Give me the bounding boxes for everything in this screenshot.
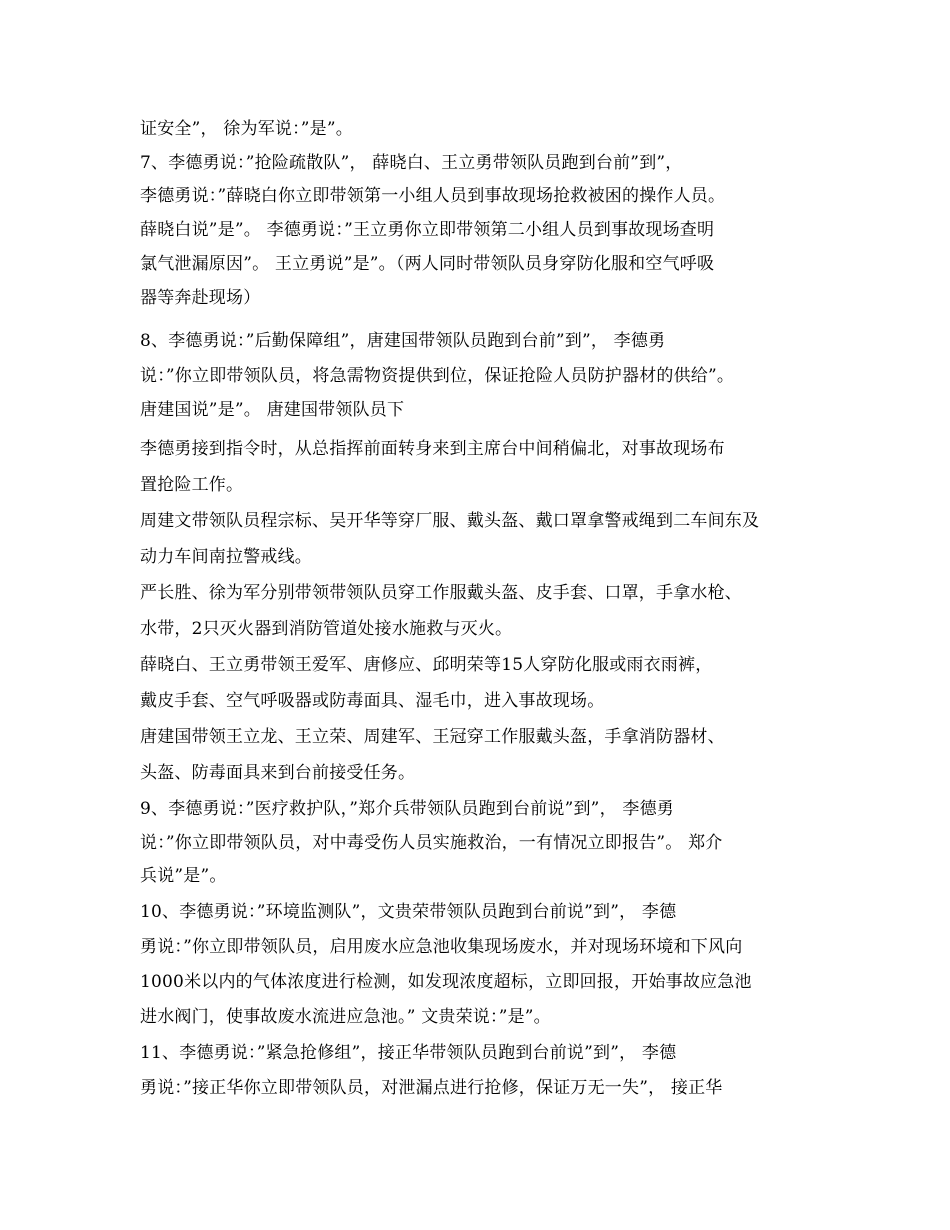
text-line: 唐建国带领王立龙、王立荣、周建军、王冠穿工作服戴头盔，手拿消防器材、	[140, 727, 725, 747]
text-line: 9、李德勇说：”医疗救护队，”郑介兵带领队员跑到台前说”到”， 李德勇	[140, 799, 674, 819]
text-line: 戴皮手套、空气呼吸器或防毒面具、湿毛巾，进入事故现场。	[140, 691, 605, 711]
text-line: 8、李德勇说：”后勤保障组”，唐建国带领队员跑到台前”到”， 李德勇	[140, 331, 666, 351]
text-line: 兵说”是”。	[140, 866, 227, 886]
text-line: 动力车间南拉警戒线。	[140, 547, 312, 567]
text-line: 说：”你立即带领队员，将急需物资提供到位，保证抢险人员防护器材的供给”。	[140, 366, 735, 386]
text-line: 7、李德勇说：”抢险疏散队”， 薛晓白、王立勇带领队员跑到台前”到”，	[140, 153, 683, 173]
text-line: 证安全”， 徐为军说：”是”。	[140, 119, 353, 139]
text-line: 置抢险工作。	[140, 475, 244, 495]
text-line: 1000米以内的气体浓度进行检测，如发现浓度超标，立即回报，开始事故应急池	[140, 972, 752, 992]
text-line: 勇说：”你立即带领队员，启用废水应急池收集现场废水，并对现场环境和下风向	[140, 937, 743, 957]
text-line: 氯气泄漏原因”。 王立勇说”是”。（两人同时带领队员身穿防化服和空气呼吸	[140, 254, 715, 274]
text-line: 进水阀门，使事故废水流进应急池。” 文贵荣说：”是”。	[140, 1007, 551, 1027]
text-line: 李德勇接到指令时，从总指挥前面转身来到主席台中间稍偏北，对事故现场布	[140, 439, 725, 459]
text-line: 薛晓白、王立勇带领王爱军、唐修应、邱明荣等15人穿防化服或雨衣雨裤，	[140, 655, 713, 675]
text-line: 周建文带领队员程宗标、吴开华等穿厂服、戴头盔、戴口罩拿警戒绳到二车间东及	[140, 511, 760, 531]
text-line: 勇说：”接正华你立即带领队员，对泄漏点进行抢修，保证万无一失”， 接正华	[140, 1078, 723, 1098]
text-line: 说：”你立即带领队员，对中毒受伤人员实施救治，一有情况立即报告”。 郑介	[140, 833, 723, 853]
text-line: 器等奔赴现场）	[140, 288, 261, 308]
text-line: 薛晓白说”是”。 李德勇说：”王立勇你立即带领第二小组人员到事故现场查明	[140, 220, 715, 240]
text-line: 头盔、防毒面具来到台前接受任务。	[140, 763, 416, 783]
text-line: 严长胜、徐为军分别带领带领队员穿工作服戴头盔、皮手套、口罩，手拿水枪、	[140, 583, 742, 603]
text-line: 11、李德勇说：”紧急抢修组”，接正华带领队员跑到台前说”到”， 李德	[140, 1043, 677, 1063]
text-line: 水带，2只灭火器到消防管道处接水施救与灭火。	[140, 619, 513, 639]
text-line: 唐建国说”是”。 唐建国带领队员下	[140, 400, 405, 420]
text-line: 李德勇说：”薛晓白你立即带领第一小组人员到事故现场抢救被困的操作人员。	[140, 186, 726, 206]
text-line: 10、李德勇说：”环境监测队”，文贵荣带领队员跑到台前说”到”， 李德	[140, 902, 677, 922]
